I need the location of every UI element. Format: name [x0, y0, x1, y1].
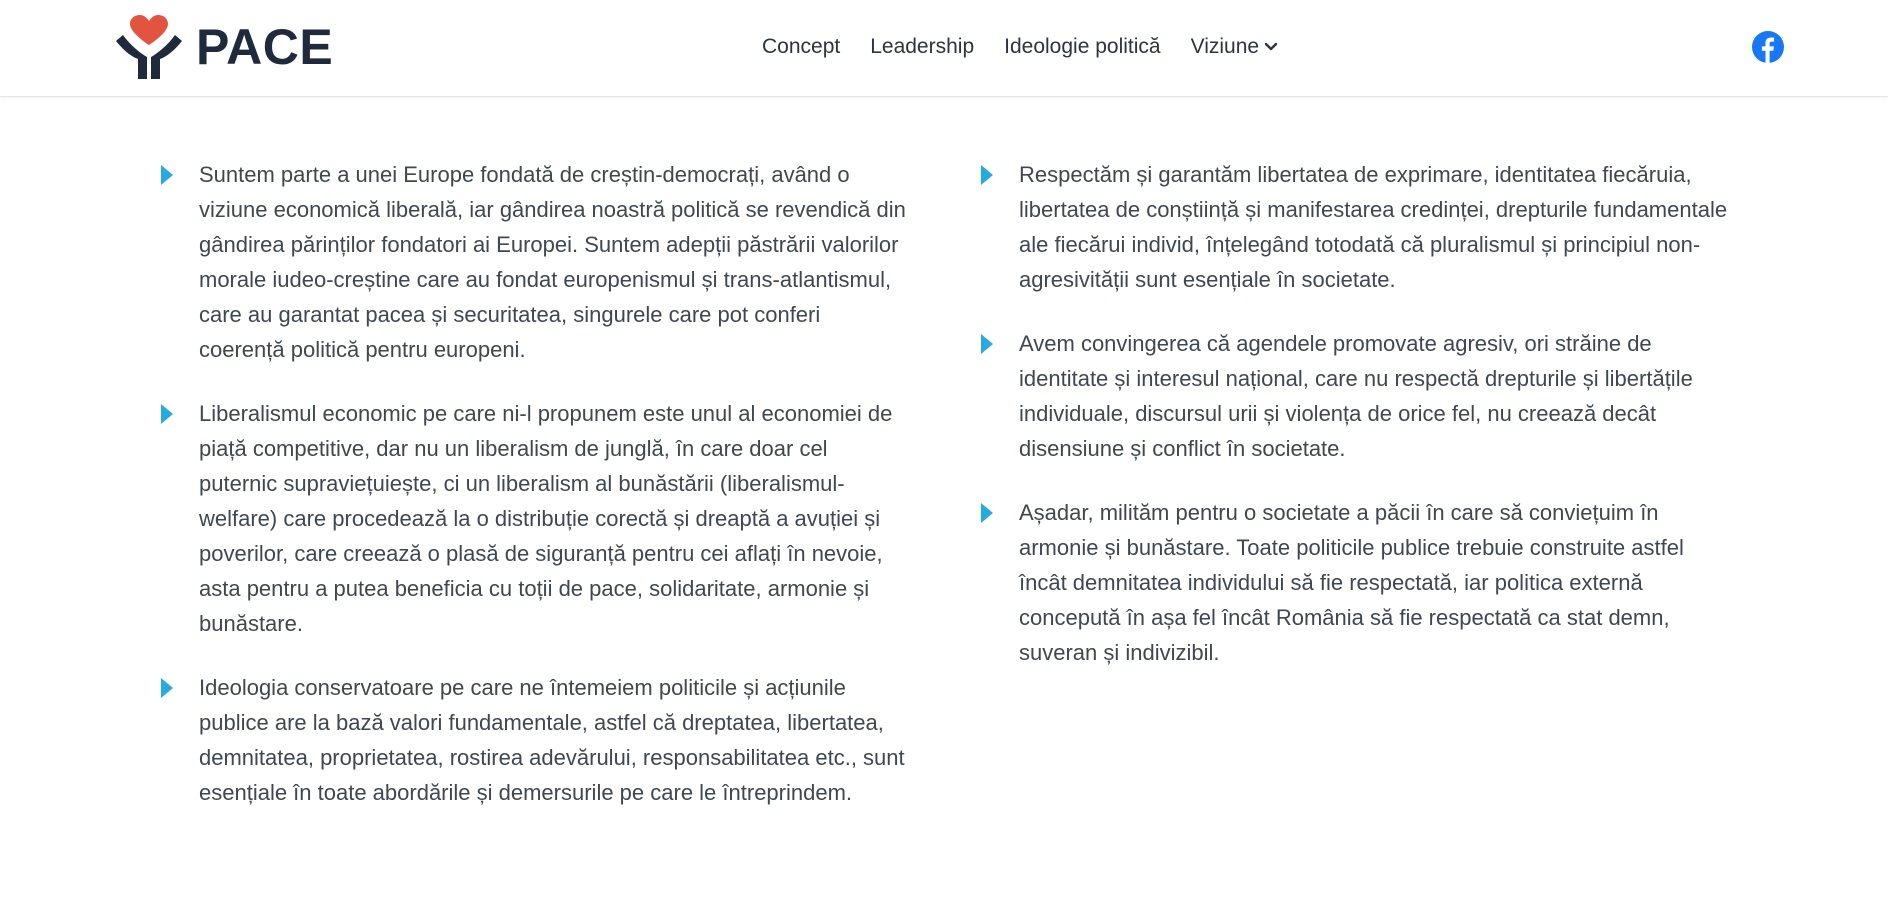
logo-link[interactable]	[114, 14, 333, 80]
list-item-text: Liberalismul economic pe care ni-l propunem este unul al economiei de piață competitive, dar nu un liberalism de junglă, în care doar cel puternic supraviețuiește, ci un liberalism al bunăstării (liberalismul-welfare) care procedează la o distribuție corectă și dreaptă a avuției și poverilor, care creează o plasă de siguranță pentru cei aflați în nevoie, asta pentru a putea beneficia cu toții de pace, solidaritate, armonie și bunăstare.	[199, 401, 893, 636]
list-item	[977, 495, 1737, 670]
facebook-icon	[1752, 31, 1784, 63]
main-nav	[762, 30, 1278, 64]
caret-right-bullet-icon	[977, 495, 1019, 529]
caret-right-bullet-icon	[157, 157, 199, 191]
list-item	[157, 670, 917, 810]
nav-item-viziune[interactable]	[1191, 35, 1279, 59]
list-item-text: Suntem parte a unei Europe fondată de creștin-democrați, având o viziune economică liberală, iar gândirea noastră politică se revendică din gândirea părinților fondatori ai Europei. Suntem adepții păstrării valorilor morale iudeo-creștine care au fondat europenismul și trans-atlantismul, care au garantat pacea și securitatea, singurele care pot conferi coerență politică pentru europeni.	[199, 162, 906, 362]
right-column	[977, 157, 1737, 699]
main-content	[0, 97, 1888, 909]
chevron-down-icon	[1264, 42, 1278, 52]
list-item-text: Respectăm și garantăm libertatea de exprimare, identitatea fiecăruia, libertatea de conștiință și manifestarea credinței, drepturile fundamentale ale fiecărui individ, înțelegând totodată că pluralismul și principiul non-agresivității sunt esențiale în societate.	[1019, 162, 1728, 292]
list-item	[157, 157, 917, 367]
logo-hands-heart-icon	[114, 15, 184, 79]
list-item	[977, 326, 1737, 466]
nav-item-ideologie-politica[interactable]: Ideologie politică	[1004, 35, 1161, 58]
caret-right-bullet-icon	[977, 157, 1019, 191]
site-header	[0, 0, 1888, 97]
nav-item-concept[interactable]: Concept	[762, 35, 841, 58]
list-item-text: Ideologia conservatoare pe care ne întemeiem politicile și acțiunile publice are la bază valori fundamentale, astfel că dreptatea, libertatea, demnitatea, proprietatea, rostirea adevărului, responsabilitatea etc., sunt esențiale în toate abordările și demersurile pe care le întreprindem.	[199, 675, 905, 805]
logo-text: PACE	[196, 19, 334, 75]
list-item-text: Așadar, milităm pentru o societate a păcii în care să conviețuim în armonie și bunăstare. Toate politicile publice trebuie construite astfel încât demnitatea individului să fie respectată, iar politica externă concepută în așa fel încât România să fie respectată ca stat demn, suveran și indivizibil.	[1019, 500, 1684, 665]
list-item-text: Avem convingerea că agendele promovate agresiv, ori străine de identitate și interesul național, care nu respectă drepturile și libertățile individuale, discursul urii și violența de orice fel, nu creează decât disensiune și conflict în societate.	[1019, 331, 1693, 461]
caret-right-bullet-icon	[977, 326, 1019, 360]
caret-right-bullet-icon	[157, 396, 199, 430]
list-item	[977, 157, 1737, 297]
list-item	[157, 396, 917, 641]
caret-right-bullet-icon	[157, 670, 199, 704]
nav-item-leadership[interactable]: Leadership	[870, 35, 975, 58]
nav-item-viziune-label: Viziune	[1190, 35, 1260, 58]
facebook-link[interactable]	[1752, 31, 1784, 63]
left-column	[157, 157, 917, 839]
